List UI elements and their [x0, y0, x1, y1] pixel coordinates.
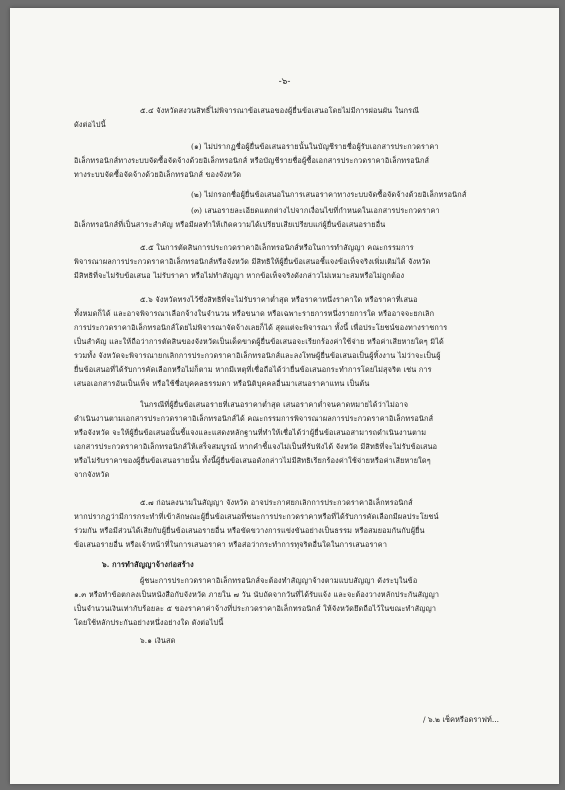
text-line: รวมทั้ง จังหวัดจะพิจารณายกเลิกการประกวดราคาอิเล็กทรอนิกส์และลงโทษผู้ยื่นข้อเสนอเป็นผู้ทิ้งงาน ไม่ว่าจะเป็นผู้ — [74, 351, 441, 360]
text-line: เอกสารประกวดราคาอิเล็กทรอนิกส์ให้เสร็จสมบูรณ์ หากคำชี้แจงไม่เป็นที่รับฟังได้ จังหวัด มีสิทธิที่จะไม่รับข้อเสนอ — [74, 442, 438, 451]
text-line: ยื่นข้อเสนอที่ได้รับการคัดเลือกหรือไม่ก็ตาม หากมีเหตุที่เชื่อถือได้ว่ายื่นข้อเสนอกระทำการโดยไม่สุจริต เช่น การ — [74, 365, 432, 374]
text-line: จากจังหวัด — [74, 470, 110, 479]
text-line: การประกวดราคาอิเล็กทรอนิกส์โดยไม่พิจารณาจัดจ้างเลยก็ได้ สุดแต่จะพิจารณา ทั้งนี้ เพื่อประโยชน์ของทางราชการ — [74, 323, 448, 332]
text-line: ๖.๑ เงินสด — [140, 636, 176, 645]
text-line: หรือไม่รับราคาของผู้ยื่นข้อเสนอรายนั้น ทั้งนี้ผู้ยื่นข้อเสนอดังกล่าวไม่มีสิทธิเรียกร้องค่าใช้จ่ายหรือค่าเสียหายใดๆ — [74, 456, 431, 465]
document-page — [10, 8, 559, 784]
text-line: (๒) ไม่กรอกชื่อผู้ยื่นข้อเสนอในการเสนอราคาทางระบบจัดซื้อจัดจ้างด้วยอิเล็กทรอนิกส์ — [191, 190, 467, 199]
text-line: อิเล็กทรอนิกส์ทางระบบจัดซื้อจัดจ้างด้วยอิเล็กทรอนิกส์ หรือบัญชีรายชื่อผู้ซื้อเอกสารประกวดราคาอิเล็กทรอนิกส์ — [74, 156, 430, 165]
text-line: เสนอเอกสารอันเป็นเท็จ หรือใช้ชื่อบุคคลธรรมดา หรือนิติบุคคลอื่นมาเสนอราคาแทน เป็นต้น — [74, 379, 370, 388]
text-line: ๕.๔ จังหวัดสงวนสิทธิ์ไม่พิจารณาข้อเสนอของผู้ยื่นข้อเสนอโดยไม่มีการผ่อนผัน ในกรณี — [140, 106, 420, 115]
text-line: หากปรากฏว่ามีการกระทำที่เข้าลักษณะผู้ยื่นข้อเสนอที่ชนะการประกวดราคาหรือที่ได้รับการคัดเลือกมีผลประโยชน์ — [74, 512, 439, 521]
text-line: ดังต่อไปนี้ — [74, 120, 106, 129]
text-line: ๕.๕ ในการตัดสินการประกวดราคาอิเล็กทรอนิกส์หรือในการทำสัญญา คณะกรรมการ — [140, 243, 414, 252]
text-line: ทางระบบจัดซื้อจัดจ้างด้วยอิเล็กทรอนิกส์ ของจังหวัด — [74, 170, 242, 179]
text-line: ๕.๗ ก่อนลงนามในสัญญา จังหวัด อาจประกาศยกเลิกการประกวดราคาอิเล็กทรอนิกส์ — [140, 498, 413, 507]
text-line: ข้อเสนอรายอื่น หรือเจ้าหน้าที่ในการเสนอราคา หรือส่อว่ากระทำการทุจริตอื่นใดในการเสนอราคา — [74, 540, 388, 549]
text-line: ในกรณีที่ผู้ยื่นข้อเสนอรายที่เสนอราคาต่ำสุด เสนอราคาต่ำจนคาดหมายได้ว่าไม่อาจ — [140, 400, 409, 409]
page-number: -๖- — [278, 77, 291, 87]
text-line: ดำเนินงานตามเอกสารประกวดราคาอิเล็กทรอนิกส์ได้ คณะกรรมการพิจารณาผลการประกวดราคาอิเล็กทรอนิกส์ — [74, 414, 434, 423]
text-line: โดยใช้หลักประกันอย่างหนึ่งอย่างใด ดังต่อไปนี้ — [74, 618, 224, 627]
text-line: ร่วมกัน หรือมีส่วนได้เสียกับผู้ยื่นข้อเสนอรายอื่น หรือขัดขวางการแข่งขันอย่างเป็นธรรม หรือสมยอมกันกับผู้ยื่น — [74, 526, 425, 535]
section-heading: ๖. การทำสัญญาจ้างก่อสร้าง — [102, 560, 194, 569]
text-line: ทั้งหมดก็ได้ และอาจพิจารณาเลือกจ้างในจำนวน หรือขนาด หรือเฉพาะรายการหนึ่งรายการใด หรืออาจจะยกเลิก — [74, 309, 435, 318]
text-line: (๑) ไม่ปรากฏชื่อผู้ยื่นข้อเสนอรายนั้นในบัญชีรายชื่อผู้รับเอกสารประกวดราคา — [191, 142, 439, 151]
text-line: หรือจังหวัด จะให้ผู้ยื่นข้อเสนอนั้นชี้แจงและแสดงหลักฐานที่ทำให้เชื่อได้ว่าผู้ยื่นข้อเสนอสามารถดำเนินงานตาม — [74, 428, 427, 437]
text-line: (๓) เสนอรายละเอียดแตกต่างไปจากเงื่อนไขที่กำหนดในเอกสารประกวดราคา — [191, 206, 440, 215]
text-line: เป็นจำนวนเงินเท่ากับร้อยละ ๕ ของราคาค่าจ้างที่ประกวดราคาอิเล็กทรอนิกส์ ให้จังหวัดยึดถือไว้ในขณะทำสัญญา — [74, 604, 437, 613]
text-line: เป็นสำคัญ และให้ถือว่าการตัดสินของจังหวัดเป็นเด็ดขาดผู้ยื่นข้อเสนอจะเรียกร้องค่าใช้จ่าย หรือค่าเสียหายใดๆ มิได้ — [74, 337, 444, 346]
text-line: มีสิทธิที่จะไม่รับข้อเสนอ ไม่รับราคา หรือไม่ทำสัญญา หากข้อเท็จจริงดังกล่าวไม่เหมาะสมหรือไม่ถูกต้อง — [74, 271, 405, 280]
text-line: ๕.๖ จังหวัดทรงไว้ซึ่งสิทธิที่จะไม่รับราคาต่ำสุด หรือราคาหนึ่งราคาใด หรือราคาที่เสนอ — [140, 295, 418, 304]
text-line: พิจารณาผลการประกวดราคาอิเล็กทรอนิกส์หรือจังหวัด มีสิทธิให้ผู้ยื่นข้อเสนอชี้แจงข้อเท็จจริงเพิ่มเติมได้ จังหวัด — [74, 257, 431, 266]
text-line: อิเล็กทรอนิกส์ที่เป็นสาระสำคัญ หรือมีผลทำให้เกิดความได้เปรียบเสียเปรียบแก่ผู้ยื่นข้อเสนอรายอื่น — [74, 220, 386, 229]
continuation-footer: / ๖.๒ เช็คหรือดราฟท์... — [422, 715, 499, 724]
text-line: ๑.๓ หรือทำข้อตกลงเป็นหนังสือกับจังหวัด ภายใน ๗ วัน นับถัดจากวันที่ได้รับแจ้ง และจะต้องวางหลักประกันสัญญา — [74, 590, 440, 599]
text-line: ผู้ชนะการประกวดราคาอิเล็กทรอนิกส์จะต้องทำสัญญาจ้างตามแบบสัญญา ดังระบุในข้อ — [140, 576, 418, 585]
